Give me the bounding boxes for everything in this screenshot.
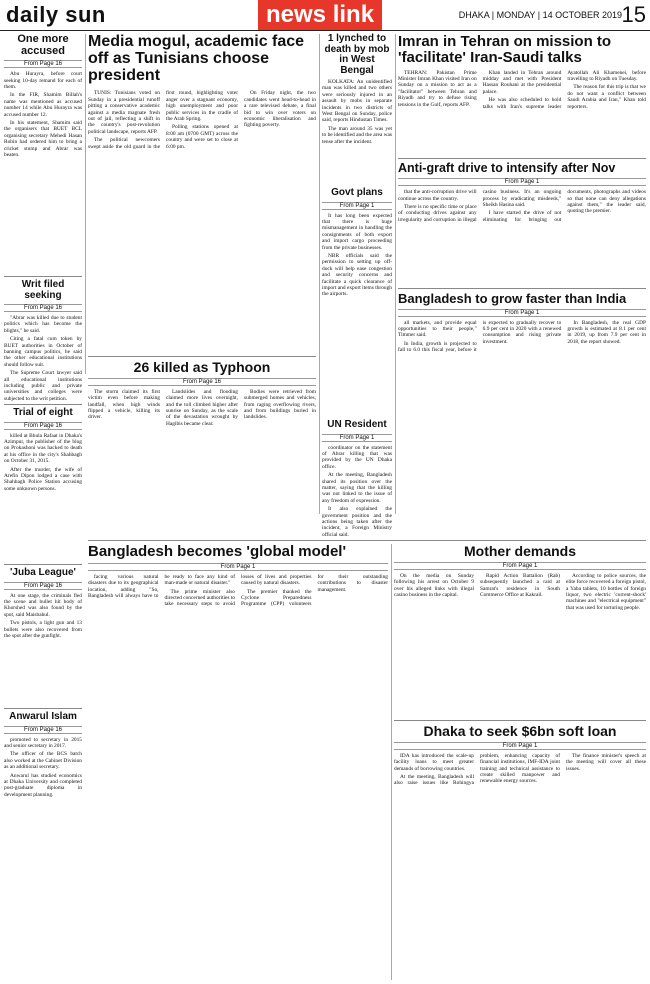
jump-source: From Page 16 — [88, 378, 316, 386]
headline: Bangladesh to grow faster than India — [398, 291, 627, 306]
paragraph: TEHRAN: Pakistan Prime Minister Imran Khan visited Iran on Sunday on a mission to act as a "facilitator" between Tehran and Riyadh and try to defuse rising tensions in the Gulf, reports AFP. — [398, 69, 477, 108]
paragraph: The man around 35 was yet to be identified and the area was tense after the incident. — [322, 125, 392, 145]
masthead — [0, 0, 650, 31]
paragraph: It also explained the government position and the actions being taken after the incident, a Foreign Ministry official said. — [322, 506, 392, 538]
paragraph: all markets, and provide equal opportunities to their people," Timmer said. — [398, 319, 477, 339]
paragraph: The storm claimed its first victim even before making landfall, when high winds flipped a vehicle, killing its driver. — [88, 388, 160, 421]
headline: Dhaka to seek $6bn soft loan — [423, 723, 617, 739]
paragraph: I have started the drive of not eliminating for bringing out documents, photographs and videos so that none can deny allegations against them," the leader said, quoting the premier. — [482, 189, 646, 223]
column-rule — [85, 34, 86, 374]
headline: 1 lynched to death by mob in West Bengal — [324, 33, 390, 76]
paragraph: The premier thanked the Cyclone Preparedness Programme (CPP) volunteers for their outstanding contributions to disaster management. — [241, 573, 388, 608]
story-imran — [398, 34, 646, 156]
jump-source: From Page 1 — [322, 434, 392, 442]
headline: 26 killed as Typhoon — [133, 359, 271, 375]
paragraph: In India, growth is projected to fall to 6.0 this fiscal year, before it is expected to gradually recover to 6.9 per cent in 2020 with a renewed consumption and rising private investment. — [398, 319, 562, 354]
story-mother-demands — [394, 544, 646, 716]
column-rule — [319, 34, 320, 514]
jump-source: From Page 16 — [4, 582, 82, 590]
paragraph: IDA has introduced the scale-up facility loans to meet greater demands of borrowing countries. — [394, 752, 474, 772]
section-rule — [394, 720, 646, 721]
column-rule — [395, 34, 396, 514]
story-un-resident — [322, 419, 392, 538]
story-typhoon — [88, 360, 316, 536]
paragraph: Landslides and flooding claimed more lives overnight, and the toll climbed higher after sunrise on Sunday, as the scale of the devastation wrought by Hagibis became clear. — [166, 388, 238, 427]
paragraph: The finance minister's speech at the meeting will cover all these issues. — [566, 752, 646, 772]
paragraph: In the FIR, Shamim Billah's name was mentioned as accused number 14 while Abu Hurayra was accused number 12. — [4, 92, 82, 118]
headline: Govt plans — [331, 187, 383, 198]
paragraph: Two pistols, a light gun and 13 bullets were also recovered from the spot after the gunfight. — [4, 620, 82, 639]
section-rule — [4, 276, 82, 277]
paragraph: that the anti-corruption drive will continue across the country. — [398, 189, 477, 202]
section-rule — [398, 288, 646, 289]
headline: Anti-graft drive to intensify after Nov — [398, 161, 616, 175]
headline: Trial of eight — [13, 407, 73, 418]
paragraph: After the murder, the wife of Arefin Dipon lodged a case with Shahbagh Police Station accusing some unknown persons. — [4, 466, 82, 492]
story-anti-graft — [398, 162, 646, 284]
section-rule — [4, 564, 82, 565]
paragraph: At the meeting, Bangladesh will also raise issues like Rohingya problem, enhancing capacity of financial institutions, IMF-IDA joint training and technical assistance to create skilled manpower and renewable energy sources. — [394, 752, 560, 787]
jump-source: From Page 16 — [4, 304, 82, 312]
story-media-mogul — [88, 34, 316, 352]
paragraph: On Friday night, the two candidates went head-to-head in a rare televised debate, a final bid to win over voters on economic liberalisation and fighting poverty. — [244, 90, 316, 129]
jump-source: From Page 16 — [4, 422, 82, 430]
paragraph: At one stage, the criminals fled the scene and bullet hit body of Khorshed was also found by the spot, said Maisbahul. — [4, 592, 82, 618]
paragraph: TUNIS: Tunisians voted on Sunday in a presidential runoff pitting a conservative academic against a media magnate fresh out of jail, reflecting a shift in the country's post-revolution political landscape, reports AFP. — [88, 90, 160, 135]
headline: UN Resident — [327, 419, 387, 430]
paragraph: The officer of the BCS batch also worked at the Cabinet Division as an additional secretary. — [4, 751, 82, 771]
headline: Mother demands — [463, 543, 576, 559]
paragraph: Anwarul has studied economics at Dhaka University and completed post-graduate diploma in development planning. — [4, 772, 82, 798]
paragraph: The prime minister also directed concerned authorities to take necessary steps to avoid losses of lives and properties caused by natural disasters. — [164, 573, 312, 608]
paragraph: He was also scheduled to hold talks with Iran's supreme leader Ayatollah Ali Khamenei, before travelling to Riyadh on Tuesday. — [482, 69, 646, 110]
paragraph: facing various natural disasters due to its geographical location, adding "So, Bangladesh will always have to be ready to face any kind of man-made or natural disaster." — [88, 573, 235, 599]
story-anwarul-islam — [4, 712, 82, 980]
story-bangladesh-grow — [398, 292, 646, 532]
jump-source: From Page 16 — [4, 726, 82, 734]
story-writ-filed — [4, 280, 82, 400]
paragraph: There is no specific time or place of conducting drives against any irregularity and corruption in illegal casino business. It's an ongoing process by eradicating misdeeds," Sheikh Hasina said. — [398, 189, 562, 223]
section-title: news link — [258, 0, 382, 30]
headline: Writ filed seeking — [21, 279, 65, 301]
paragraph: On the media on Sunday following his arrest on October 9 over his alleged links with illegal casino business in the capital. — [394, 572, 474, 598]
paragraph: coordinator on the statement of Abrar killing that was provided by the UN Dhaka office. — [322, 444, 392, 470]
paragraph: Rapid Action Battalion (Rab) subsequently launched a raid at Samrat's residence in South Commerce Office at Kakrail. — [480, 572, 560, 598]
section-rule — [88, 540, 646, 541]
newspaper-name: daily sun — [6, 2, 106, 27]
jump-source: From Page 1 — [322, 202, 392, 210]
column-rule — [391, 544, 392, 980]
headline: Anwarul Islam — [9, 711, 77, 722]
headline: Imran in Tehran on mission to 'facilitate' Iran-Saudi talks — [398, 33, 612, 66]
section-rule — [398, 158, 646, 159]
paragraph: "Abrar was killed due to student politics which has become the blights," he said. — [4, 315, 82, 334]
paragraph: KOLKATA: An unidentified man was killed and two others were seriously injured in an assault by mobs in separate incidents in two districts of West Bengal on Sunday, police said, reports Hindustan Times. — [322, 79, 392, 124]
story-dhaka-loan — [394, 724, 646, 980]
section-rule — [4, 708, 82, 709]
story-lynched — [322, 34, 392, 184]
paragraph: The reason for this trip is that we do not want a conflict between Saudi Arabia and Iran," Khan told reporters. — [567, 84, 646, 110]
headline: Bangladesh becomes 'global model' — [88, 543, 347, 560]
paragraph: NBR officials said the permission to setting up off-dock will help ease congestion and security concerns and facilitate a quick clearance of import and export items through the airports. — [322, 252, 392, 298]
headline: One more accused — [17, 33, 69, 57]
paragraph: It has long been expected that there is huge mismanagement in handling the consignments of both export and import cargo proceeding from the private businesses. — [322, 212, 392, 251]
paragraph: According to police sources, the elite force recovered a foreign pistol, a Yaba tablets, 10 bottles of foreign liquor, two electric 'current-shock' machines and "electrical equipment" that was used for torturing people. — [566, 572, 646, 611]
jump-source: From Page 1 — [398, 178, 646, 186]
paragraph: Polling stations opened at 8:00 am (0700 GMT) across the country and were set to close at 6:00 pm. — [166, 124, 238, 150]
story-juba-league — [4, 568, 82, 704]
headline: 'Juba League' — [10, 567, 76, 578]
paragraph: The Supreme Court lawyer said all educational institutions including public and private universities and colleges were subjected to the writ petition. — [4, 370, 82, 402]
jump-source: From Page 1 — [394, 562, 646, 570]
dateline: DHAKA | MONDAY | 14 OCTOBER 2019 — [458, 10, 622, 20]
paragraph: Khan landed in Tehran around midday and met with President Hassan Rouhani at the presidential palace. — [482, 69, 562, 95]
paragraph: Citing a fatal cum token by BUET authorities in October of banning campus politics, he said the other educational institutions should follow suit. — [4, 336, 82, 368]
jump-source: From Page 1 — [88, 563, 388, 571]
paragraph: At the meeting, Bangladesh shared its position over the matter, saying that the killing was not linked to the issue of any freedom of expression. — [322, 472, 392, 504]
jump-source: From Page 1 — [394, 742, 646, 750]
paragraph: killed at Bhula Rafaat in Dhaka's Azimpur, the publisher of the blog on Prokashoni was hacked to death at his office in the city's Shahbagh on October 31, 2015. — [4, 432, 82, 465]
paragraph: promoted to secretary in 2015 and senior secretary in 2017. — [4, 736, 82, 749]
page-number: 15 — [621, 2, 646, 27]
story-one-more-accused — [4, 34, 82, 272]
paragraph: The political newcomers swept aside the old guard in the first round, highlighting voter anger over a stagnant economy, high unemployment and poor public services in the cradle of the Arab Spring. — [88, 90, 238, 150]
section-rule — [88, 356, 316, 357]
jump-source: From Page 1 — [398, 309, 646, 317]
jump-source: From Page 16 — [4, 60, 82, 68]
story-global-model — [88, 544, 388, 980]
paragraph: Bodies were retrieved from submerged homes and vehicles, from raging overflowing rivers, and from buildings buried in landslides. — [244, 388, 316, 421]
story-govt-plans — [322, 188, 392, 418]
paragraph: Abu Hurayra, before court seeking 10-day remand for each of them. — [4, 71, 82, 90]
paragraph: In his statement, Shamim said the organisers that BUET BCL organising secretary Mehedi Hasan Robin had ordered him to bring a cricket stump and Abrar was beaten. — [4, 119, 82, 158]
section-rule — [4, 404, 82, 405]
story-trial — [4, 408, 82, 560]
paragraph: In Bangladesh, the real GDP growth is estimated at 8.1 per cent in 2019, up from 7.9 per cent in 2018, the report showed. — [567, 319, 646, 345]
headline: Media mogul, academic face off as Tunisians choose president — [88, 33, 305, 84]
